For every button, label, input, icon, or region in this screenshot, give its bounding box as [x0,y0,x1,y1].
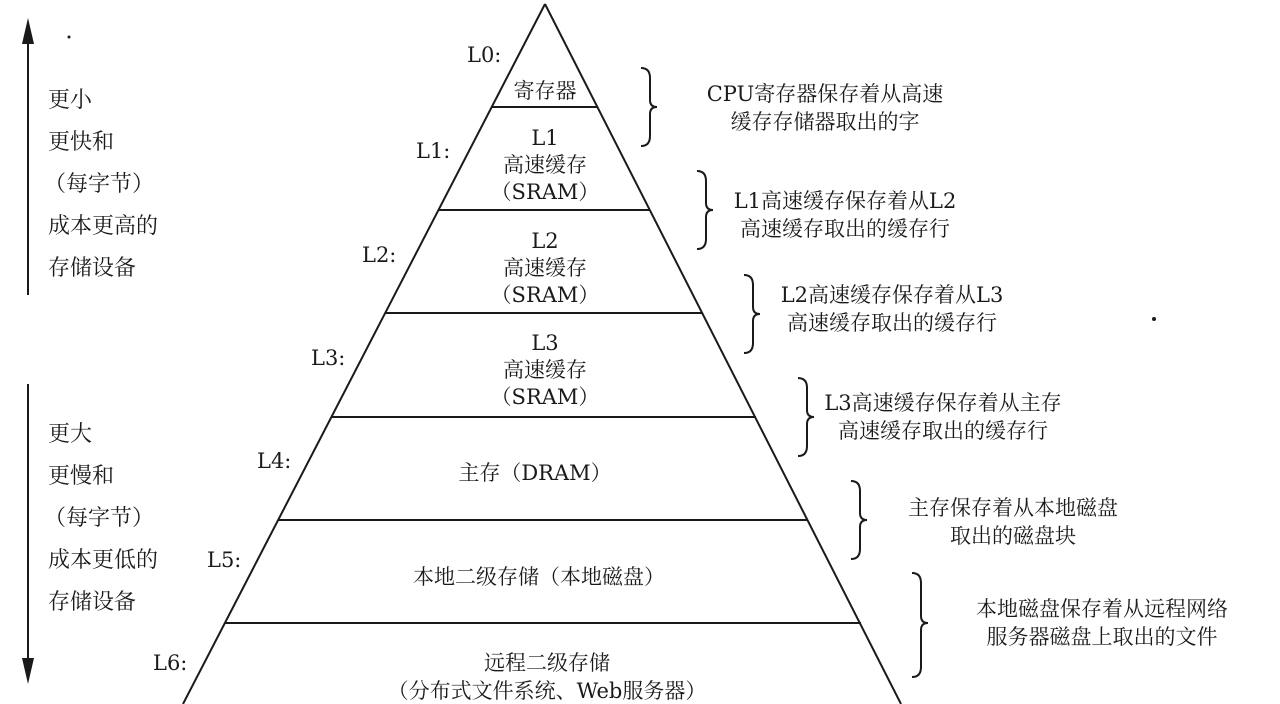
level-label-l2: L2: [362,243,397,267]
tier-l1-line-3: （SRAM） [490,180,600,204]
desc-l4-line-2: 取出的磁盘块 [950,524,1076,548]
left-bottom-line-1: 更大 [48,422,93,447]
tier-l3-line-2: 高速缓存 [503,358,587,382]
tier-l2-line-2: 高速缓存 [503,256,587,280]
left-arrow-down [22,384,34,684]
desc-l3-line-1: L3高速缓存保存着从主存 [824,391,1062,415]
brace-l4 [851,481,867,559]
left-bottom-line-5: 存储设备 [48,590,137,615]
scan-dot [68,36,71,39]
desc-l0-line-2: 缓存存储器取出的字 [730,110,920,134]
desc-l3-line-2: 高速缓存取出的缓存行 [838,419,1048,443]
tier-l1-line-2: 高速缓存 [503,153,587,177]
level-label-l6: L6: [153,651,188,675]
level-label-l0: L0: [467,43,502,67]
tier-l3-line-1: L3 [531,331,559,355]
level-label-l3: L3: [311,346,346,370]
desc-l5-line-2: 服务器磁盘上取出的文件 [986,625,1218,649]
desc-l2-line-1: L2高速缓存保存着从L3 [780,283,1004,307]
brace-l3 [798,378,814,456]
desc-l0-line-1: CPU寄存器保存着从高速 [706,82,944,106]
braces [641,68,928,677]
desc-l4-line-1: 主存保存着从本地磁盘 [908,496,1118,520]
brace-l2 [744,275,760,353]
brace-l5 [912,573,928,677]
tier-contents [388,79,707,703]
left-bottom-line-4: 成本更低的 [48,548,159,573]
pyramid-left-edge [183,4,545,704]
brace-l0 [641,68,657,146]
tier-l4-line-1: 主存（DRAM） [458,461,612,485]
left-top-line-4: 成本更高的 [48,214,159,239]
desc-l2-line-2: 高速缓存取出的缓存行 [787,311,997,335]
left-top-line-3: （每字节） [44,172,155,197]
tier-l1-line-1: L1 [531,126,559,150]
left-top-line-2: 更快和 [48,130,115,155]
left-top-annotation [44,88,158,281]
left-top-line-5: 存储设备 [48,256,137,281]
desc-l1-line-2: 高速缓存取出的缓存行 [740,217,950,241]
scan-dot [1152,317,1156,321]
tier-l6-line-1: 远程二级存储 [484,651,610,675]
tier-l2-line-1: L2 [531,229,559,253]
brace-l1 [697,171,713,249]
tier-l6-line-2: （分布式文件系统、Web服务器） [387,679,707,703]
tier-l3-line-3: （SRAM） [490,385,600,409]
level-label-l4: L4: [257,449,292,473]
descriptions [707,82,1228,649]
desc-l1-line-1: L1高速缓存保存着从L2 [733,189,957,213]
tier-l5-line-1: 本地二级存储（本地磁盘） [413,565,665,589]
left-bottom-annotation [44,422,158,615]
level-label-l5: L5: [207,548,242,572]
tier-l2-line-3: （SRAM） [490,283,600,307]
left-arrow-up [22,18,34,295]
level-label-l1: L1: [416,139,451,163]
left-top-line-1: 更小 [48,88,93,113]
left-bottom-line-2: 更慢和 [48,464,115,489]
desc-l5-line-1: 本地磁盘保存着从远程网络 [976,597,1228,621]
pyramid-right-edge [545,4,901,704]
tier-l0-line-1: 寄存器 [513,79,577,103]
left-bottom-line-3: （每字节） [44,506,155,531]
